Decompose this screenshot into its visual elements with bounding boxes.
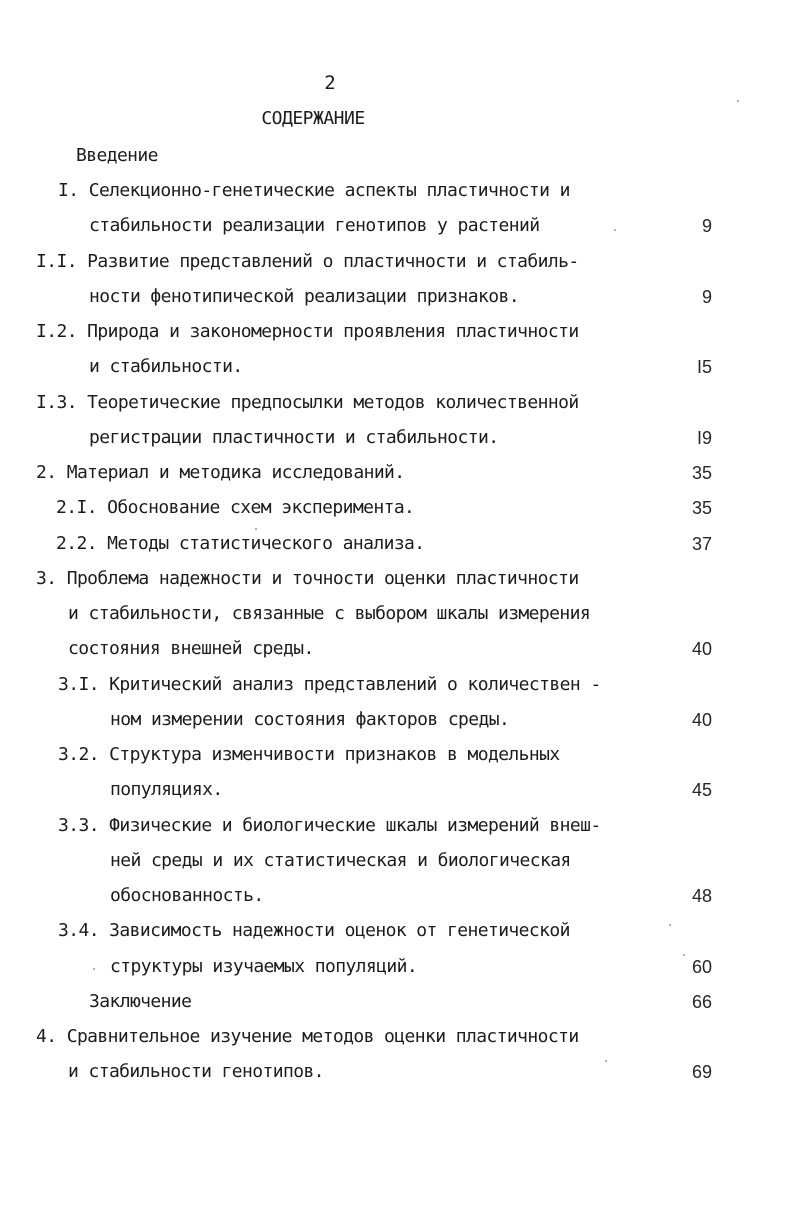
toc-line: 2. Материал и методика исследований. xyxy=(36,462,405,483)
toc-line: I.3. Теоретические предпосылки методов количественной xyxy=(36,392,579,413)
toc-line: ности фенотипической реализации признаков. xyxy=(89,286,519,307)
toc-line: 3. Проблема надежности и точности оценки пластичности xyxy=(36,568,579,589)
toc-line: ном измерении состояния факторов среды. xyxy=(110,709,510,730)
toc-line: ней среды и их статистическая и биологическая xyxy=(110,850,571,871)
toc-page-number: 48 xyxy=(691,886,712,906)
toc-line: 2.2. Методы статистического анализа. xyxy=(56,533,425,554)
toc-line: I.I. Развитие представлений о пластичности и стабиль- xyxy=(36,251,579,272)
contents-heading: СОДЕРЖАНИЕ xyxy=(261,108,365,129)
scan-speck xyxy=(614,229,616,231)
toc-line: 3.2. Структура изменчивости признаков в модельных xyxy=(58,744,560,765)
toc-line: и стабильности, связанные с выбором шкалы измерения xyxy=(68,603,591,624)
toc-line: стабильности реализации генотипов у растений xyxy=(89,215,540,236)
toc-line: регистрации пластичности и стабильности. xyxy=(89,427,499,448)
toc-line: I.2. Природа и закономерности проявления пластичности xyxy=(36,321,579,342)
toc-page-number: 40 xyxy=(691,639,712,659)
toc-page-number: 35 xyxy=(691,463,712,483)
toc-line: обоснованность. xyxy=(110,885,264,906)
toc-line: 3.I. Критический анализ представлений о количествен - xyxy=(58,674,601,695)
toc-line: структуры изучаемых популяций. xyxy=(110,956,418,977)
toc-page-number: I9 xyxy=(696,428,712,448)
scan-speck xyxy=(669,924,671,926)
scan-speck xyxy=(683,954,685,956)
toc-line: 4. Сравнительное изучение методов оценки пластичности xyxy=(36,1026,579,1047)
page-number: 2 xyxy=(324,72,336,94)
scan-speck xyxy=(605,1060,607,1062)
toc-page-number: 9 xyxy=(701,287,712,307)
toc-page-number: 40 xyxy=(691,710,712,730)
scan-speck xyxy=(255,528,257,530)
toc-line: 3.4. Зависимость надежности оценок от генетической xyxy=(58,920,570,941)
toc-line: и стабильности генотипов. xyxy=(68,1061,324,1082)
toc-line: Заключение xyxy=(89,991,192,1012)
toc-page-number: 35 xyxy=(691,498,712,518)
scan-speck xyxy=(93,968,95,970)
toc-page-number: 45 xyxy=(691,780,712,800)
toc-line: 2.I. Обоснование схем эксперимента. xyxy=(56,497,415,518)
toc-page-number: 60 xyxy=(691,957,712,977)
toc-line: Введение xyxy=(76,145,158,166)
scan-speck xyxy=(737,100,739,102)
toc-page-number: 69 xyxy=(691,1062,712,1082)
toc-page-number: 9 xyxy=(701,216,712,236)
toc-line: популяциях. xyxy=(110,779,223,800)
toc-page-number: 37 xyxy=(691,534,712,554)
toc-line: 3.3. Физические и биологические шкалы измерений внеш- xyxy=(58,815,601,836)
toc-page-number: I5 xyxy=(696,357,712,377)
toc-line: и стабильности. xyxy=(89,356,243,377)
toc-line: состояния внешней среды. xyxy=(68,638,314,659)
toc-page-number: 66 xyxy=(691,992,712,1012)
toc-line: I. Селекционно-генетические аспекты пластичности и xyxy=(58,180,570,201)
